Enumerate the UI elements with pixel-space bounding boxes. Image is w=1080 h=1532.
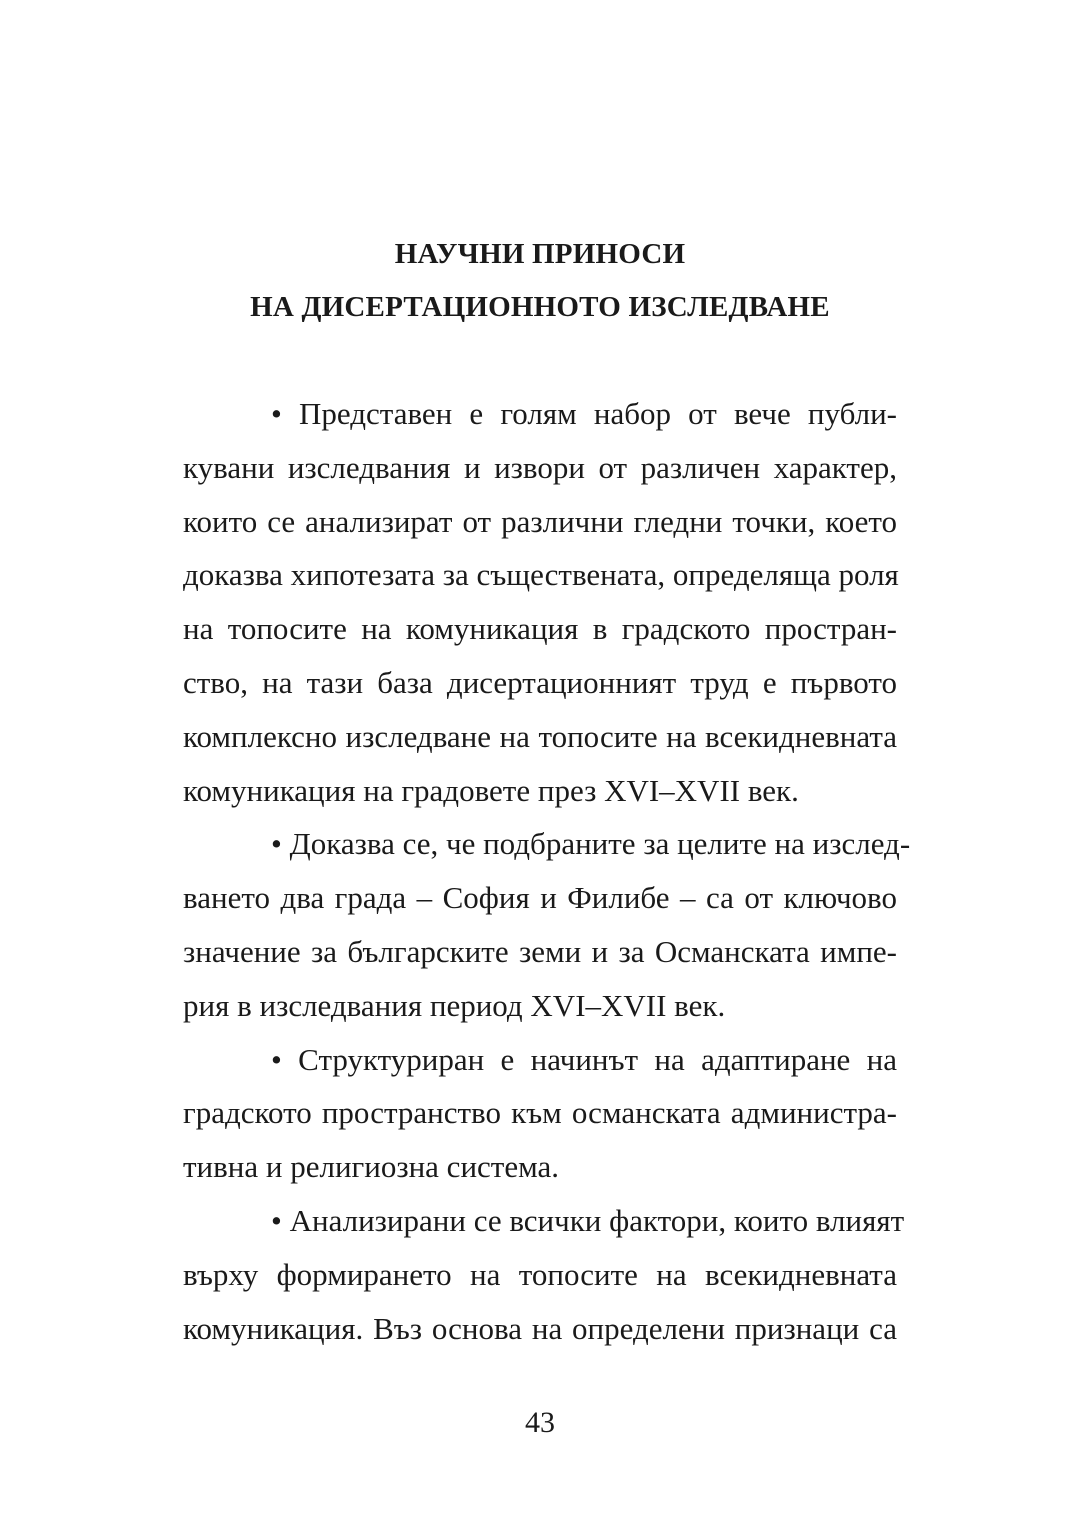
text-line: значение за българските земи и за Османската импе- — [183, 933, 897, 969]
text-line: комуникация на градовете през XVI–XVII век. — [183, 772, 799, 808]
text-line: ство, на тази база дисертационният труд е първото — [183, 664, 897, 700]
text-line: • Представен е голям набор от вече публи- — [271, 396, 897, 431]
text-line: върху формирането на топосите на всекидневната — [183, 1256, 897, 1292]
text-line: • Структуриран е начинът на адаптиране на — [271, 1041, 897, 1077]
text-line: тивна и религиозна система. — [183, 1149, 560, 1185]
text-line: градското пространство към османската администра- — [183, 1095, 897, 1131]
body-text — [183, 387, 911, 1355]
page-title-line-2: НА ДИСЕРТАЦИОННОТО ИЗСЛЕДВАНЕ — [250, 291, 830, 323]
page-title-line-1: НАУЧНИ ПРИНОСИ — [394, 238, 686, 270]
text-line: доказва хипотезата за съществената, определяща роля — [183, 557, 899, 593]
text-line: ването два града – София и Филибе – са от ключово — [183, 880, 897, 916]
text-line: комплексно изследване на топосите на всекидневната — [183, 718, 897, 754]
paragraph-3 — [183, 1033, 897, 1194]
text-line: рия в изследвания период XVI–XVII век. — [183, 987, 726, 1023]
text-line: • Доказва се, че подбраните за целите на изслед- — [271, 826, 911, 862]
paragraph-1 — [183, 387, 897, 817]
paragraph-2 — [183, 817, 911, 1032]
text-line: на топосите на комуникация в градското простран- — [183, 611, 897, 647]
text-line: които се анализират от различни гледни точки, което — [183, 503, 897, 539]
text-line: • Анализирани се всички фактори, които влияят — [271, 1202, 905, 1238]
text-line: комуникация. Въз основа на определени признаци са — [183, 1310, 897, 1346]
paragraph-4 — [183, 1194, 905, 1355]
page-number: 43 — [525, 1406, 555, 1439]
text-line: кувани изследвания и извори от различен характер, — [183, 449, 897, 485]
